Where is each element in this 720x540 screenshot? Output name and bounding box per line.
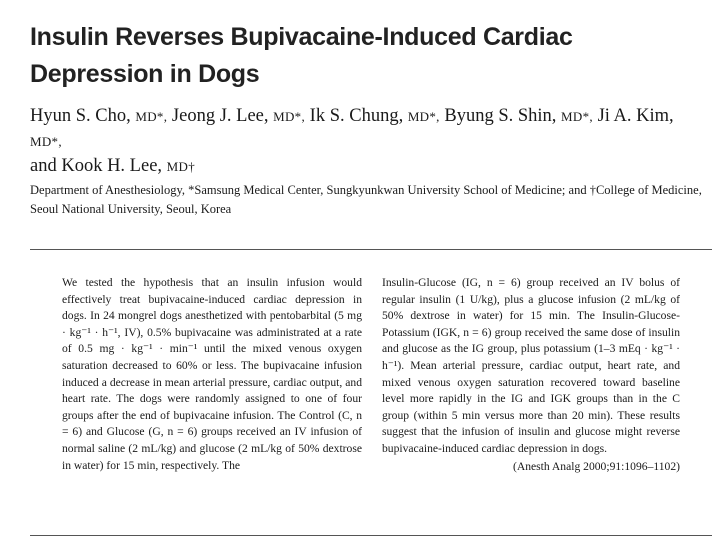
author-degree: MD*, [273, 109, 306, 124]
author-degree: MD*, [30, 134, 62, 149]
abstract-text: Insulin-Glucose (IG, n = 6) group received an IV bolus of regular insulin (1 U/kg), plus a glucose infusion (2 mL/kg of 50% dextrose in water) for 15 min. The Insulin-Glucose-Potassium (IGK, n = 6) group received the same dose of insulin and glucose as the IG group, plus potassium (1–3 mEq · kg⁻¹ · h⁻¹). Mean arterial pressure, cardiac output, heart rate, and mixed venous oxygen saturation recovered toward baseline level more rapidly in the IG and IGK groups than in the C group (within 5 min versus more than 20 min). These results suggest that the infusion of insulin and glucose might reverse bupivacaine-induced cardiac depression in dogs. [382, 276, 680, 455]
citation: (Anesth Analg 2000;91:1096–1102) [512, 459, 680, 473]
author: and Kook H. Lee, MD† [30, 156, 196, 176]
author-list [30, 104, 710, 179]
author: Hyun S. Cho, MD*, [30, 106, 168, 126]
author: Jeong J. Lee, MD*, [171, 106, 306, 126]
author: Ji A. Kim, MD*, [30, 106, 674, 149]
top-divider [30, 249, 712, 250]
author-degree: MD† [166, 159, 196, 174]
author: Ik S. Chung, MD*, [309, 106, 440, 126]
paper-title: Insulin Reverses Bupivacaine-Induced Cardiac Depression in Dogs [30, 22, 573, 88]
affiliation: Department of Anesthesiology, *Samsung Medical Center, Sungkyunkwan University School of Medicine; and †College of Medicine, Seoul National University, Seoul, Korea [30, 182, 702, 216]
abstract-text: We tested the hypothesis that an insulin infusion would effectively treat bupivacaine-induced cardiac depression in dogs. In 24 mongrel dogs anesthetized with pentobarbital (5 mg · kg⁻¹ · h⁻¹, IV), 0.5% bupivacaine was administrated at a rate of 0.5 mg · kg⁻¹ · min⁻¹ until the mixed venous oxygen saturation decreased to 60% or less. The bupivacaine infusion induced a decrease in mean arterial pressure, cardiac output, and heart rate. The dogs were randomly assigned to one of four groups after the end of bupivacaine infusion. The Control (C, n = 6) and Glucose (G, n = 6) groups received an IV infusion of normal saline (2 mL/kg) and glucose (2 mL/kg of 50% dextrose in water) for 15 min, respectively. The [62, 276, 362, 472]
author-degree: MD*, [407, 109, 440, 124]
author: Byung S. Shin, MD*, [444, 106, 593, 126]
abstract-right-column [382, 275, 680, 475]
bottom-divider [30, 535, 712, 536]
author-degree: MD*, [135, 109, 168, 124]
author-degree: MD*, [561, 109, 593, 124]
abstract-left-column [62, 275, 362, 474]
